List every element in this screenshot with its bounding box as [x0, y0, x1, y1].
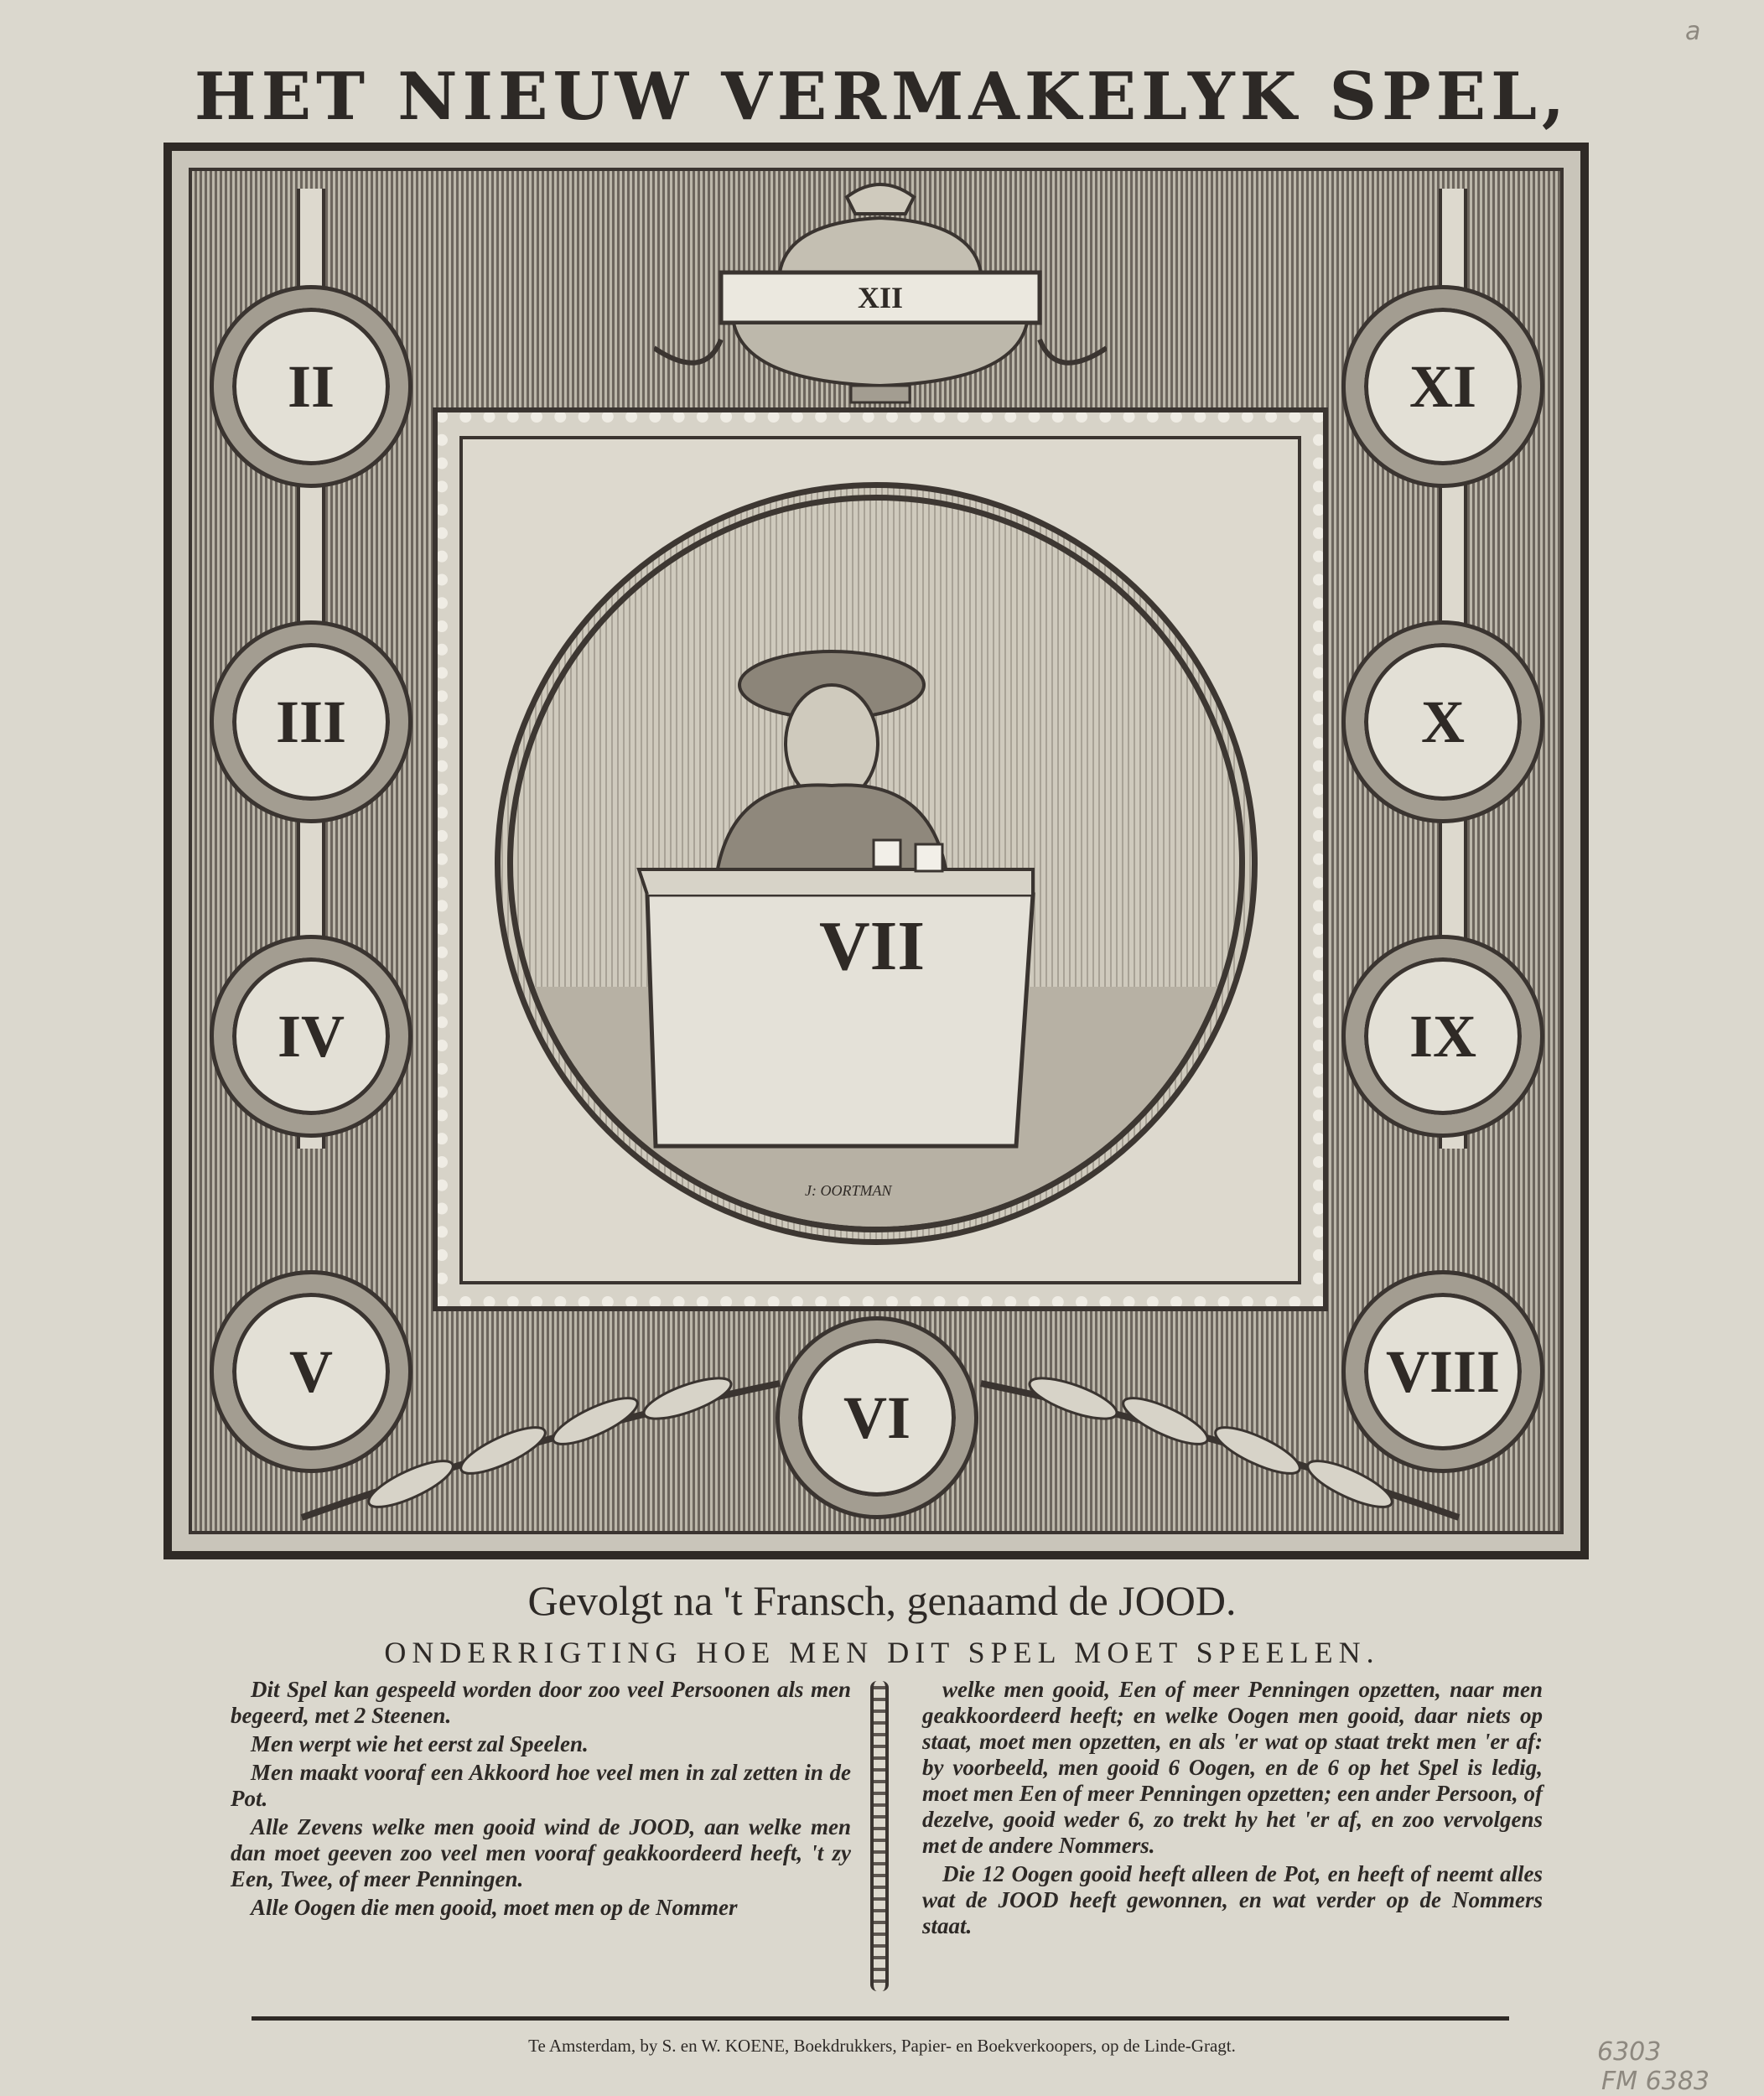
column-divider-ornament — [870, 1681, 889, 1991]
die-2 — [916, 844, 942, 871]
center-numeral: VII — [818, 907, 926, 985]
rule-paragraph: Men maakt vooraf een Akkoord hoe veel men in zal zetten in de Pot. — [231, 1760, 851, 1811]
urn-bowl — [734, 323, 1027, 386]
left-ribbon-hanger — [297, 189, 325, 298]
engraver-signature: J: OORTMAN — [805, 1182, 892, 1199]
pencil-mark-number: 6303 — [1597, 2037, 1662, 2067]
rule-paragraph: Men werpt wie het eerst zal Speelen. — [251, 1731, 589, 1756]
rules-column-left — [231, 1677, 851, 1923]
urn-foot — [851, 386, 910, 402]
subtitle: Gevolgt na 't Fransch, genaamd de JOOD. — [527, 1577, 1237, 1624]
rule-paragraph: Dit Spel kan gespeeld worden door zoo veel Persoonen als men begeerd, met 2 Steenen. — [231, 1677, 851, 1728]
die-1 — [874, 840, 900, 867]
dice-player-scene — [513, 501, 1239, 1227]
ring-left-4: V — [214, 1274, 408, 1469]
footer-rule — [252, 2016, 1509, 2021]
right-garland — [1040, 340, 1107, 363]
pencil-mark-catalog: FM 6383 — [1601, 2067, 1710, 2096]
rule-paragraph: Die 12 Oogen gooid heeft alleen de Pot, en heeft of neemt alles wat de JOOD heeft gewonnen, en wat verder op de Nommers staat. — [922, 1861, 1543, 1938]
urn-lid — [780, 218, 981, 272]
rule-paragraph: welke men gooid, Een of meer Penningen opzetten, naar men geakkoordeerd heeft; en welke Oogen men gooid, daar niets op staat, moet men opzetten, en als 'er wat op staat trekt men 'er af: by voorbeeld, men gooid 6 Oogen, en de 6 op het Spel is ledig, moet men Een of meer Penningen opzetten; een ander Persoon, of dezelve, gooid weder 6, zo trekt hy het 'er af, en zoo vervolgens met de andere Nommers. — [922, 1677, 1543, 1858]
ring-left-1: II — [214, 289, 408, 484]
rule-paragraph: Alle Zevens welke men gooid wind de JOOD, aan welke men dan moet geeven zoo veel men vooraf geakkoordeerd heeft, 't zy Een, Twee, of meer Penningen. — [231, 1814, 851, 1891]
rule-paragraph: Alle Oogen die men gooid, moet men op de Nommer — [251, 1895, 738, 1920]
urn-numeral: XII — [857, 281, 904, 314]
left-garland — [654, 340, 721, 363]
pencil-mark-top: a — [1685, 17, 1701, 46]
ring-right-4: VIII — [1346, 1274, 1540, 1469]
printer-imprint: Te Amsterdam, by S. en W. KOENE, Boekdrukkers, Papier- en Boekverkoopers, op de Linde-Gragt. — [528, 2036, 1236, 2056]
table-top — [639, 869, 1033, 895]
ring-left-3: IV — [214, 939, 408, 1134]
ring-right-3: IX — [1346, 939, 1540, 1134]
rules-column-right — [922, 1677, 1543, 1942]
central-medallion — [495, 482, 1258, 1245]
ring-right-2: X — [1346, 625, 1540, 819]
ring-bottom: VI — [780, 1320, 974, 1515]
instructions-heading: ONDERRIGTING HOE MEN DIT SPEL MOET SPEELEN. — [384, 1636, 1380, 1669]
print-title: HET NIEUW VERMAKELYK SPEL, — [194, 59, 1570, 135]
ring-left-2: III — [214, 625, 408, 819]
urn-lid-knob — [847, 184, 914, 214]
ring-right-1: XI — [1346, 289, 1540, 484]
right-ribbon-hanger — [1439, 189, 1467, 298]
